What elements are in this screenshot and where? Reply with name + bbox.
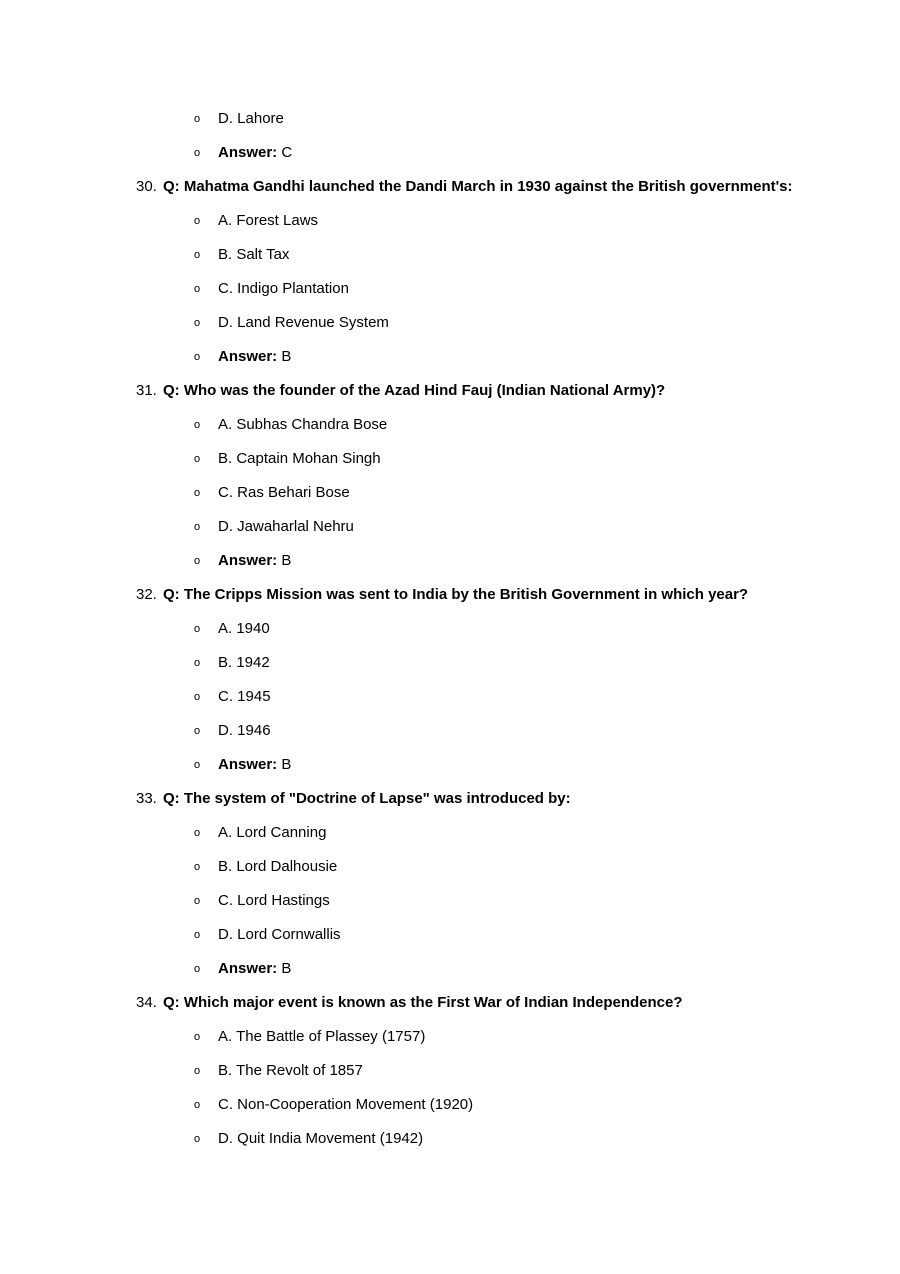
option-item (0, 306, 900, 340)
option-text: A. 1940 (218, 620, 270, 637)
option-item (0, 1020, 900, 1054)
option-text: C. Indigo Plantation (218, 280, 349, 297)
question-heading (0, 782, 900, 816)
question-number: 31. (136, 382, 157, 399)
bullet-icon: o (193, 827, 201, 839)
option-item (0, 272, 900, 306)
option-text: D. Quit India Movement (1942) (218, 1130, 424, 1147)
answer-label: Answer: (218, 552, 278, 569)
option-item (0, 1088, 900, 1122)
bullet-icon: o (193, 963, 201, 975)
answer-line (218, 544, 291, 578)
option-text: A. Forest Laws (218, 212, 319, 229)
bullet-icon: o (193, 691, 201, 703)
option-item (0, 1122, 900, 1156)
option-item (0, 1054, 900, 1088)
option-item (0, 918, 900, 952)
bullet-icon: o (193, 419, 201, 431)
question-text: Q: Mahatma Gandhi launched the Dandi March in 1930 against the British government's: (163, 178, 793, 195)
option-item (0, 204, 900, 238)
answer-value: C (281, 144, 293, 161)
bullet-icon: o (193, 1065, 201, 1077)
answer-label: Answer: (218, 144, 278, 161)
answer-line (218, 136, 292, 170)
answer-item (0, 952, 900, 986)
bullet-icon: o (193, 929, 201, 941)
answer-line (218, 748, 291, 782)
option-item (0, 510, 900, 544)
question-text: Q: The Cripps Mission was sent to India by the British Government in which year? (163, 586, 749, 603)
bullet-icon: o (193, 283, 201, 295)
bullet-icon: o (193, 487, 201, 499)
question-heading (0, 578, 900, 612)
bullet-icon: o (193, 725, 201, 737)
bullet-icon: o (193, 759, 201, 771)
answer-value: B (281, 960, 292, 977)
bullet-icon: o (193, 351, 201, 363)
bullet-icon: o (193, 521, 201, 533)
option-item (0, 612, 900, 646)
question-heading (0, 170, 900, 204)
option-item (0, 238, 900, 272)
option-text: A. The Battle of Plassey (1757) (218, 1028, 426, 1045)
option-text: A. Lord Canning (218, 824, 327, 841)
answer-item (0, 544, 900, 578)
option-text: B. Lord Dalhousie (218, 858, 338, 875)
answer-item (0, 748, 900, 782)
question-number: 30. (136, 178, 157, 195)
question-heading (0, 986, 900, 1020)
option-text: B. 1942 (218, 654, 270, 671)
option-text: C. 1945 (218, 688, 271, 705)
question-list (0, 102, 900, 1156)
bullet-icon: o (193, 1099, 201, 1111)
option-item (0, 680, 900, 714)
bullet-icon: o (193, 1031, 201, 1043)
option-text: D. Lahore (218, 110, 284, 127)
answer-label: Answer: (218, 960, 278, 977)
option-item (0, 646, 900, 680)
bullet-icon: o (193, 1133, 201, 1145)
bullet-icon: o (193, 113, 201, 125)
bullet-icon: o (193, 453, 201, 465)
answer-value: B (281, 756, 292, 773)
option-item (0, 850, 900, 884)
option-text: B. The Revolt of 1857 (218, 1062, 363, 1079)
option-item (0, 884, 900, 918)
option-item (0, 476, 900, 510)
option-item (0, 442, 900, 476)
option-text: B. Salt Tax (218, 246, 290, 263)
answer-label: Answer: (218, 348, 278, 365)
question-number: 32. (136, 586, 157, 603)
option-text: D. Lord Cornwallis (218, 926, 341, 943)
question-heading (0, 374, 900, 408)
option-item (0, 714, 900, 748)
option-text: C. Lord Hastings (218, 892, 330, 909)
bullet-icon: o (193, 215, 201, 227)
bullet-icon: o (193, 147, 201, 159)
option-text: C. Ras Behari Bose (218, 484, 350, 501)
question-text: Q: Who was the founder of the Azad Hind Fauj (Indian National Army)? (163, 382, 666, 399)
option-text: C. Non-Cooperation Movement (1920) (218, 1096, 474, 1113)
question-number: 33. (136, 790, 157, 807)
option-text: D. Land Revenue System (218, 314, 389, 331)
option-text: D. 1946 (218, 722, 271, 739)
option-item (0, 816, 900, 850)
bullet-icon: o (193, 317, 201, 329)
bullet-icon: o (193, 249, 201, 261)
bullet-icon: o (193, 895, 201, 907)
option-item (0, 102, 900, 136)
answer-line (218, 340, 291, 374)
answer-line (218, 952, 291, 986)
bullet-icon: o (193, 861, 201, 873)
option-text: B. Captain Mohan Singh (218, 450, 381, 467)
question-number: 34. (136, 994, 157, 1011)
option-text: A. Subhas Chandra Bose (218, 416, 388, 433)
answer-value: B (281, 348, 292, 365)
answer-label: Answer: (218, 756, 278, 773)
bullet-icon: o (193, 657, 201, 669)
answer-item (0, 340, 900, 374)
bullet-icon: o (193, 623, 201, 635)
answer-value: B (281, 552, 292, 569)
bullet-icon: o (193, 555, 201, 567)
answer-item (0, 136, 900, 170)
option-item (0, 408, 900, 442)
option-text: D. Jawaharlal Nehru (218, 518, 354, 535)
question-text: Q: Which major event is known as the First War of Indian Independence? (163, 994, 683, 1011)
question-text: Q: The system of "Doctrine of Lapse" was introduced by: (163, 790, 571, 807)
